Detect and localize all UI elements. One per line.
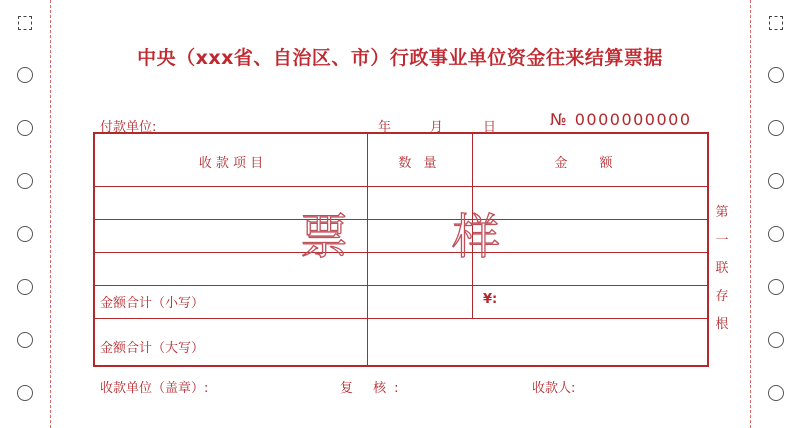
square-mark-icon xyxy=(769,16,783,30)
table-row-divider xyxy=(95,252,707,253)
copy-label xyxy=(712,199,732,339)
currency-symbol: ¥: xyxy=(483,292,498,307)
copy-label-char: 存 xyxy=(715,289,729,304)
left-tractor-strip xyxy=(0,0,51,428)
table-row-divider xyxy=(95,318,707,319)
punch-hole-icon xyxy=(768,226,784,242)
table-row-divider xyxy=(95,285,707,286)
punch-hole-icon xyxy=(768,173,784,189)
date-year-label: 年 xyxy=(378,120,392,135)
table-row-divider xyxy=(95,186,707,187)
punch-hole-icon xyxy=(17,279,33,295)
payee-label: 收款人: xyxy=(532,381,576,396)
total-big-label: 金额合计（大写） xyxy=(100,341,205,356)
header-amount: 金 额 xyxy=(554,156,627,171)
watermark-char: 样 xyxy=(452,209,501,265)
punch-hole-icon xyxy=(17,67,33,83)
copy-label-char: 联 xyxy=(715,261,729,276)
square-mark-icon xyxy=(18,16,32,30)
punch-hole-icon xyxy=(768,279,784,295)
settlement-table xyxy=(93,132,709,367)
header-quantity: 数 量 xyxy=(398,156,441,171)
punch-hole-icon xyxy=(17,120,33,136)
document-title: 中央（xxx省、自治区、市）行政事业单位资金往来结算票据 xyxy=(137,47,663,69)
reviewer-label: 复 核: xyxy=(340,381,407,396)
header-item: 收 款 项 目 xyxy=(198,156,264,171)
punch-hole-icon xyxy=(17,332,33,348)
punch-hole-icon xyxy=(768,120,784,136)
receiver-unit-label: 收款单位（盖章）: xyxy=(100,381,209,396)
serial-number: № 0000000000 xyxy=(550,110,692,129)
table-row-divider xyxy=(95,219,707,220)
punch-hole-icon xyxy=(17,226,33,242)
punch-hole-icon xyxy=(17,385,33,401)
punch-hole-icon xyxy=(768,385,784,401)
copy-label-char: 根 xyxy=(715,317,729,332)
date-month-label: 月 xyxy=(430,120,444,135)
right-tractor-strip xyxy=(750,0,800,428)
punch-hole-icon xyxy=(17,173,33,189)
copy-label-char: 第 xyxy=(715,205,729,220)
copy-label-char: 一 xyxy=(715,233,729,248)
punch-hole-icon xyxy=(768,67,784,83)
watermark-char: 票 xyxy=(300,209,349,265)
total-small-label: 金额合计（小写） xyxy=(100,296,205,311)
payer-unit-label: 付款单位: xyxy=(100,120,157,135)
date-day-label: 日 xyxy=(483,120,497,135)
punch-hole-icon xyxy=(768,332,784,348)
